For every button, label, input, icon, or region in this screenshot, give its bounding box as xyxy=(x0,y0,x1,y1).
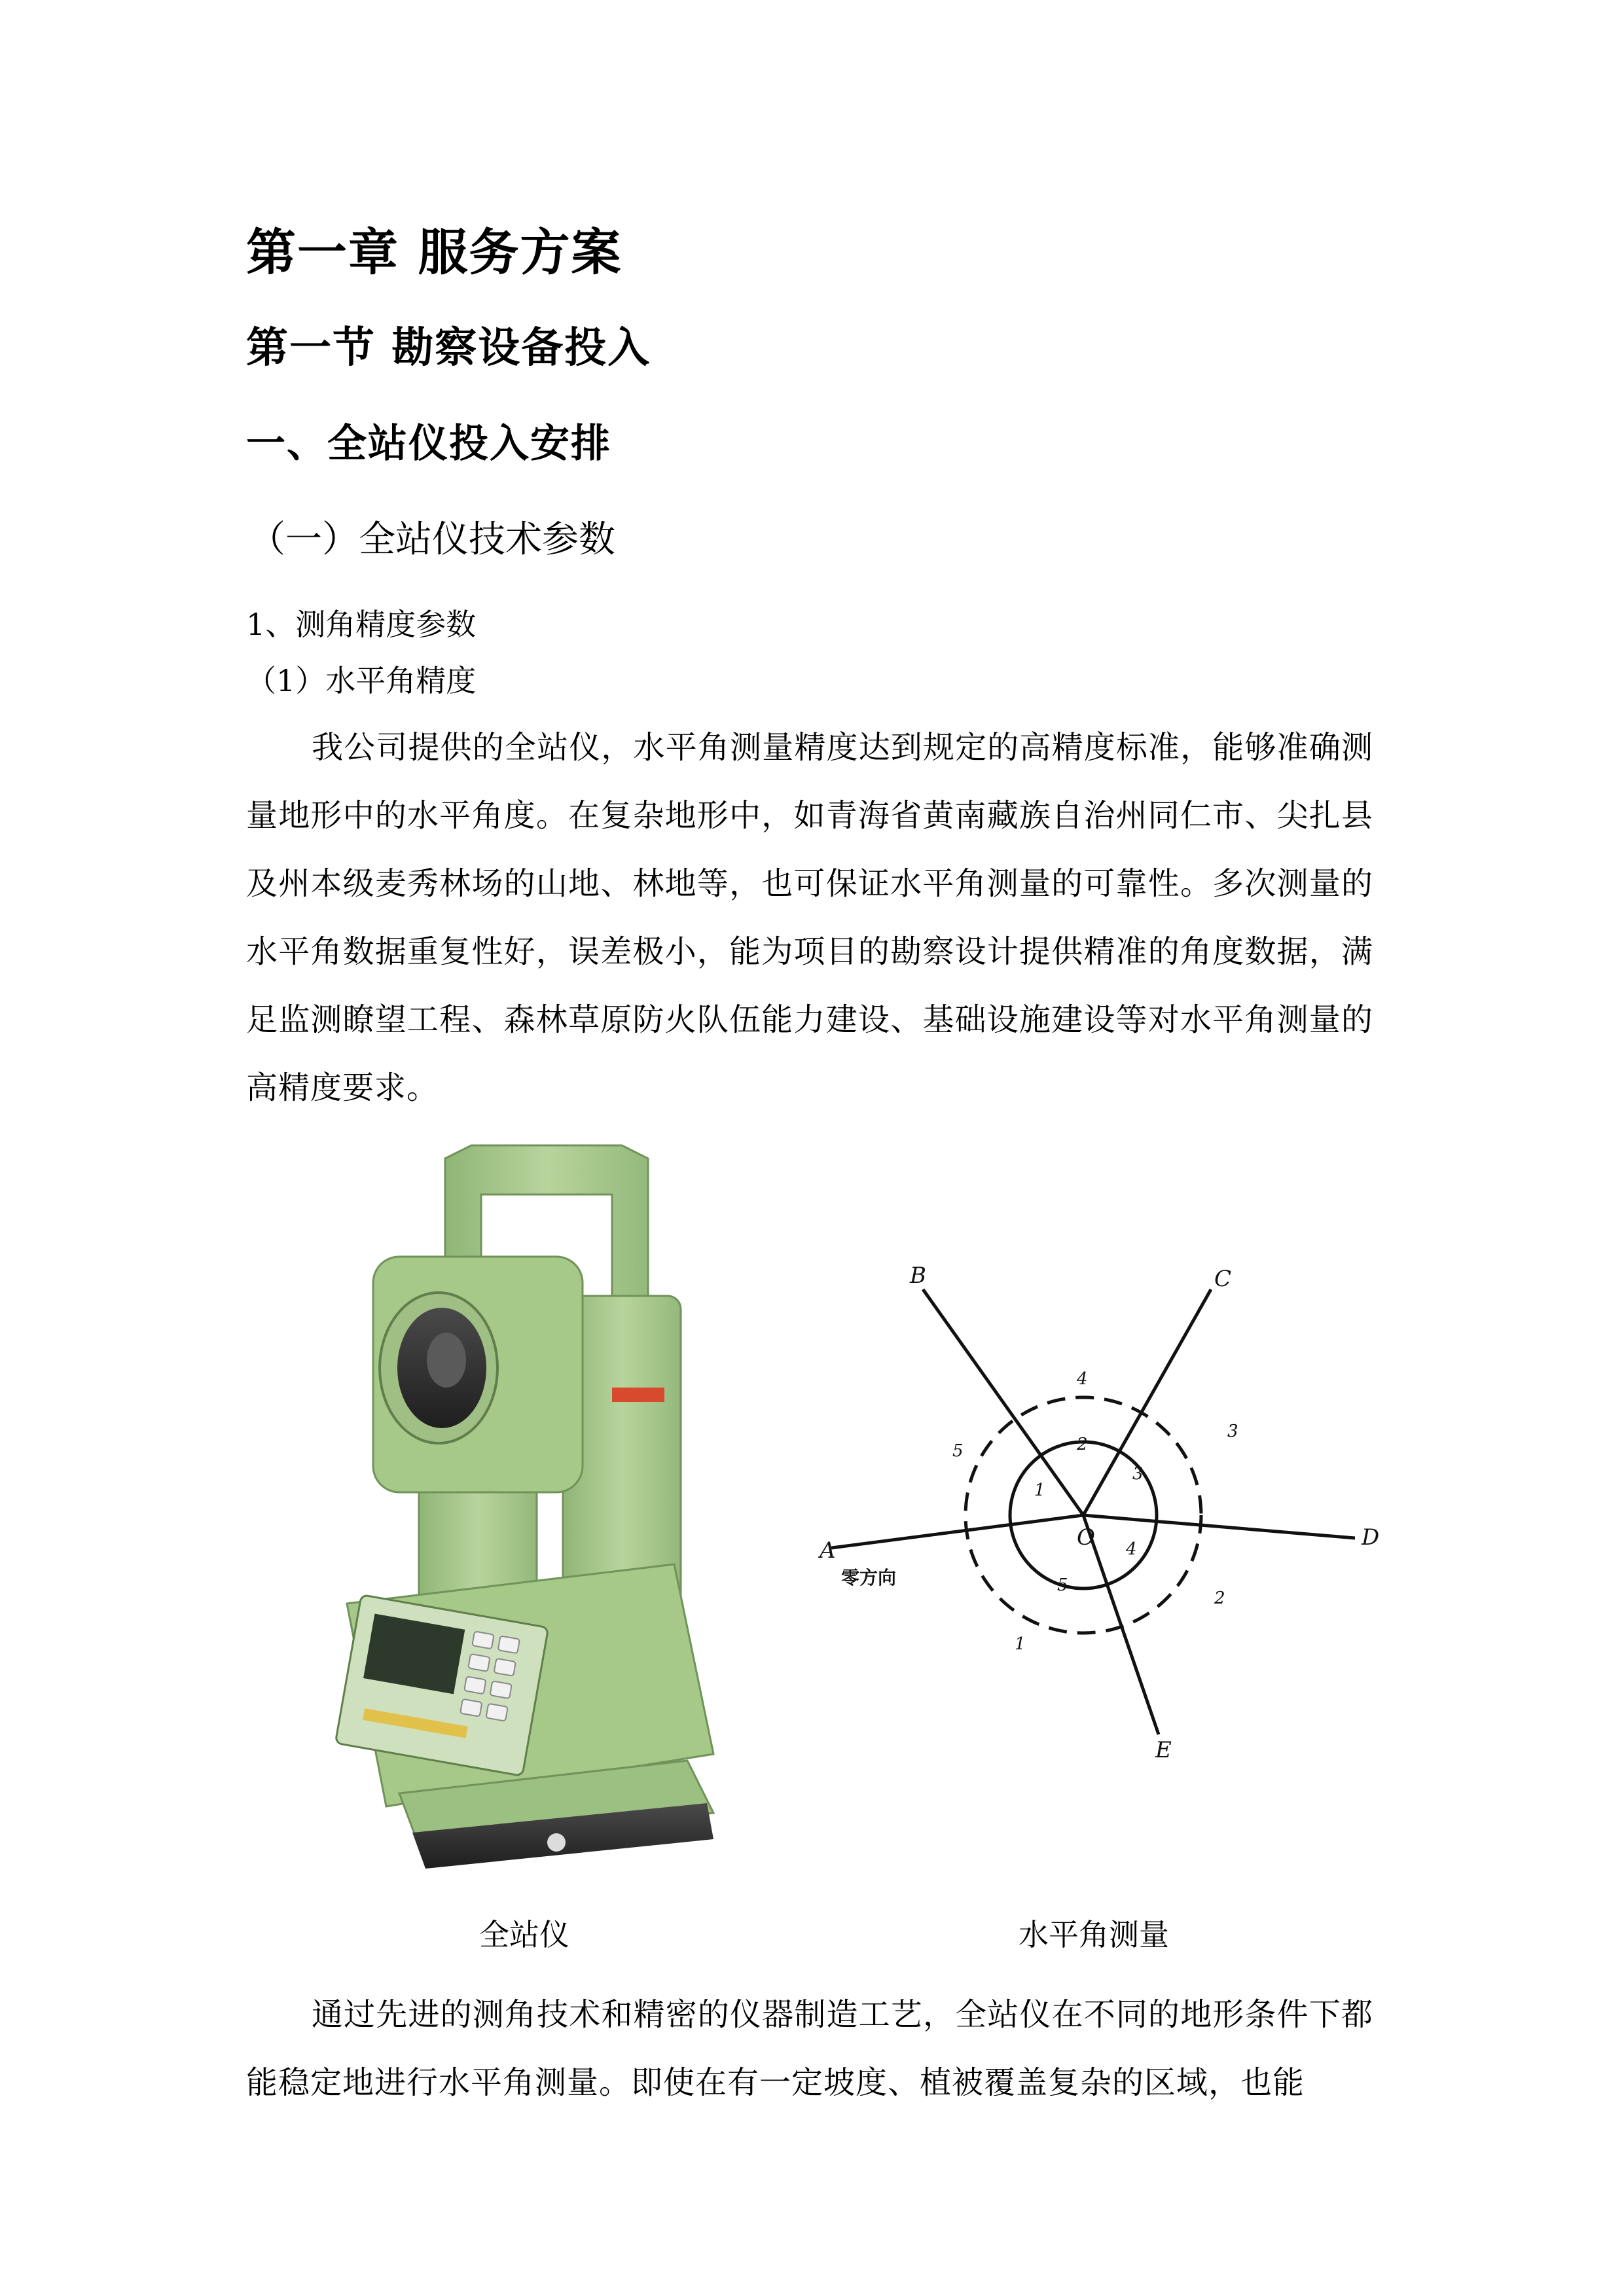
total-station-image xyxy=(255,1100,812,1885)
ray-oa xyxy=(831,1515,1083,1548)
paragraph-measurement-stability: 通过先进的测角技术和精密的仪器制造工艺，全站仪在不同的地形条件下都能稳定地进行水平角测量。即使在有一定坡度、植被覆盖复杂的区域，也能 xyxy=(246,1996,1373,2101)
paragraph-horizontal-angle-accuracy: 我公司提供的全站仪，水平角测量精度达到规定的高精度标准，能够准确测量地形中的水平角度。在复杂地形中，如青海省黄南藏族自治州同仁市、尖扎县及州本级麦秀林场的山地、林地等，也可保证水平角测量的可靠性。多次测量的水平角数据重复性好，误差极小，能为项目的勘察设计提供精准的角度数据，满足监测瞭望工程、森林草原防火队伍能力建设、基础设施建设等对水平角测量的高精度要求。 xyxy=(246,729,1373,1106)
point-b-label: B xyxy=(910,1263,926,1289)
inner-angle-5: 5 xyxy=(1057,1575,1068,1595)
horizontal-angle-diagram xyxy=(818,1250,1407,1761)
point-a-label: A xyxy=(820,1537,836,1564)
item-subheading: （1）水平角精度 xyxy=(246,663,477,698)
figure-left-caption: 全站仪 xyxy=(479,1917,569,1952)
section-title: 第一节 勘察设备投入 xyxy=(246,323,651,372)
subsection-title: 一、全站仪投入安排 xyxy=(246,421,611,467)
sub-subsection-title: （一）全站仪技术参数 xyxy=(249,518,615,561)
inner-angle-4: 4 xyxy=(1126,1539,1137,1559)
ray-ob xyxy=(923,1289,1083,1515)
item-heading: 1、测角精度参数 xyxy=(246,607,477,642)
point-d-label: D xyxy=(1362,1524,1380,1551)
inner-angle-2: 2 xyxy=(1077,1435,1088,1454)
outer-angle-2: 2 xyxy=(1214,1588,1225,1608)
ray-od xyxy=(1083,1515,1355,1538)
outer-angle-1: 1 xyxy=(1015,1634,1026,1654)
point-c-label: C xyxy=(1214,1266,1232,1292)
outer-angle-5: 5 xyxy=(952,1441,964,1461)
figure-right-caption: 水平角测量 xyxy=(1019,1917,1169,1952)
zero-direction-label: 零方向 xyxy=(841,1567,897,1588)
point-e-label: E xyxy=(1155,1737,1172,1761)
inner-angle-3: 3 xyxy=(1132,1464,1144,1484)
chapter-title: 第一章 服务方案 xyxy=(246,223,623,281)
outer-angle-4: 4 xyxy=(1077,1369,1088,1389)
outer-angle-3: 3 xyxy=(1227,1422,1238,1441)
inner-angle-1: 1 xyxy=(1034,1480,1045,1500)
point-o-label: O xyxy=(1077,1524,1095,1551)
